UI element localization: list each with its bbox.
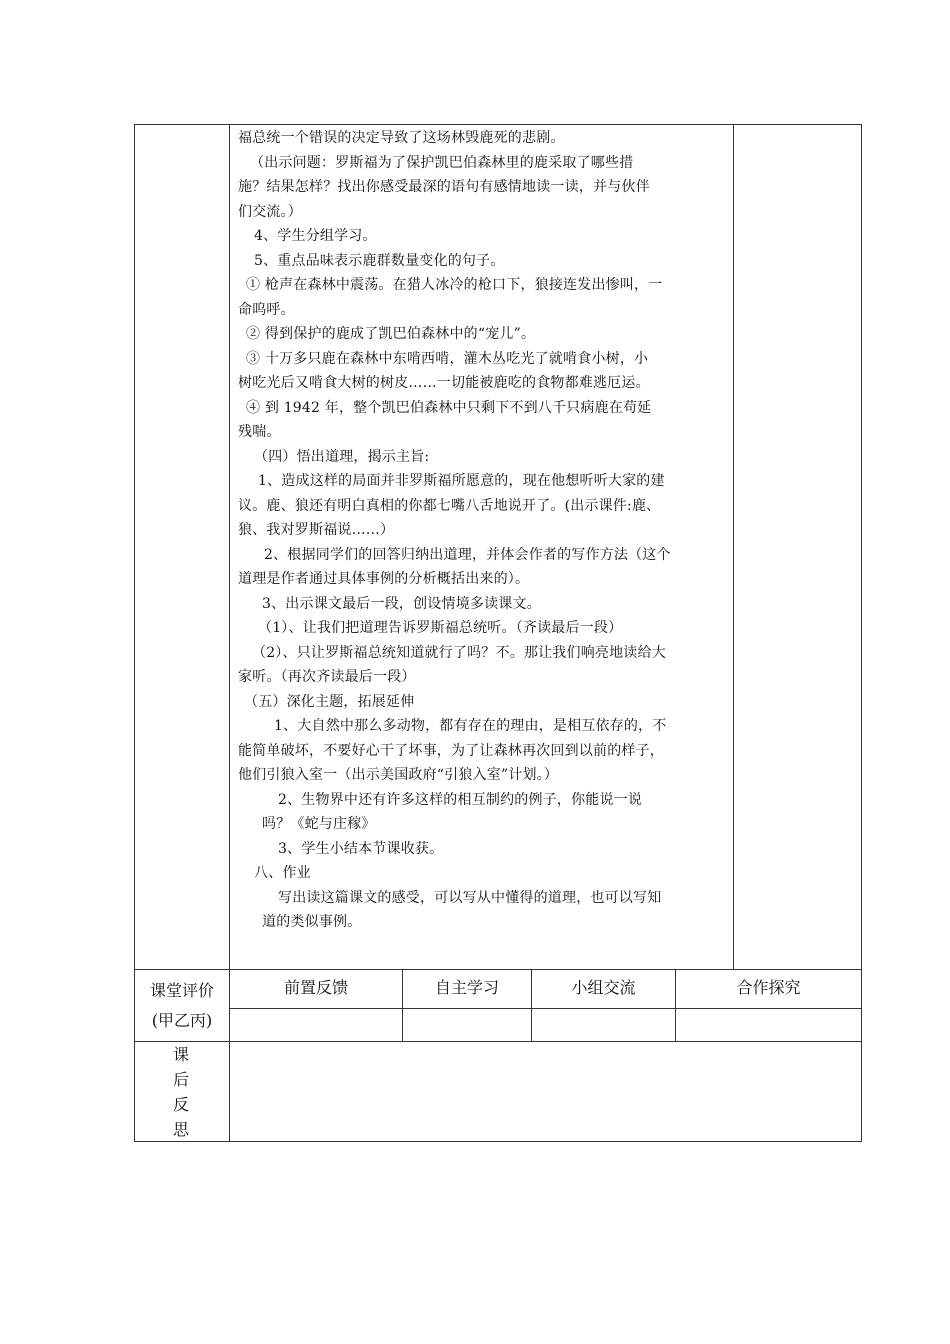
evaluation-label-line1: 课堂评价 [149,980,214,1000]
content-line: （五）深化主题，拓展延伸 [244,693,415,710]
content-line: 2、生物界中还有许多这样的相互制约的例子，你能说一说 [278,791,643,808]
content-line: 4、学生分组学习。 [254,228,377,244]
table-bottom-border [134,1141,862,1142]
row-divider-reflection-top [134,1041,862,1042]
evaluation-label [135,970,229,1041]
lesson-content [238,126,724,935]
content-line: 狼、我对罗斯福说……） [238,522,395,538]
content-line: 家听。（再次齐读最后一段） [238,669,416,685]
content-line: （1）、让我们把道理告诉罗斯福总统听。（齐读最后一段） [258,620,623,636]
reflection-char-1: 课 [172,1045,189,1064]
content-line: ④ 到 1942 年，整个凯巴伯森林中只剩下不到八千只病鹿在苟延 [246,399,652,416]
reflection-char-4: 思 [172,1120,189,1139]
header-self-study: 自主学习 [434,977,499,997]
reflection-char-3: 反 [172,1095,189,1114]
content-line: ② 得到保护的鹿成了凯巴伯森林中的“宠儿”。 [246,326,536,342]
content-line: 们交流。） [238,203,302,220]
content-line: 八、作业 [254,865,311,881]
content-line: 施？结果怎样？找出你感受最深的语句有感情地读一读，并与伙伴 [238,179,650,195]
content-line: 吗？《蛇与庄稼》 [262,816,376,832]
content-line: 福总统一个错误的决定导致了这场林毁鹿死的悲剧。 [238,130,565,146]
content-line: 树吃光后又啃食大树的树皮……一切能被鹿吃的食物都难逃厄运。 [238,375,650,391]
content-line: 3、学生小结本节课收获。 [278,840,444,857]
table-right-border [861,124,862,1141]
table-top-border [134,124,862,125]
content-line: 1、大自然中那么多动物，都有存在的理由，是相互依存的，不 [274,718,667,734]
header-cooperative-inquiry: 合作探究 [736,977,801,997]
content-line: 道的类似事例。 [262,914,362,930]
content-line: 2、根据同学们的回答归纳出道理，并体会作者的写作方法（这个 [264,546,671,563]
evaluation-label-line2: (甲乙丙) [151,1010,213,1030]
content-line: 1、造成这样的局面并非罗斯福所愿意的，现在他想听听大家的建 [258,473,665,489]
header-group-exchange: 小组交流 [571,977,636,997]
content-line: 议。鹿、狼还有明白真相的你都七嘴八舌地说开了。(出示课件:鹿、 [238,497,661,514]
content-line: （2）、只让罗斯福总统知道就行了吗？不。那让我们响亮地读给大 [252,644,666,661]
content-line: 3、出示课文最后一段，创设情境多读课文。 [262,595,541,612]
content-line: 残喘。 [238,424,281,440]
content-line: 道理是作者通过具体事例的分析概括出来的）。 [238,571,530,587]
content-line: 他们引狼入室一（出示美国政府“引狼入室”计划。） [238,767,559,783]
row-divider-evaluation-mid [229,1008,862,1009]
content-line: 命呜呼。 [238,301,295,318]
content-line: （出示问题：罗斯福为了保护凯巴伯森林里的鹿采取了哪些措 [250,154,634,171]
content-line: ③ 十万多只鹿在森林中东啃西啃，灌木丛吃光了就啃食小树，小 [246,350,649,367]
content-line: （四）悟出道理，揭示主旨: [254,448,430,465]
reflection-char-2: 后 [172,1070,189,1089]
column-divider-notes [733,124,734,969]
content-line: 5、重点品味表示鹿群数量变化的句子。 [254,252,505,269]
header-prefeedback: 前置反馈 [283,977,348,997]
content-line: ① 枪声在森林中震荡。在猎人冰冷的枪口下，狼接连发出惨叫，一 [246,277,663,293]
content-line: 能简单破坏，不要好心干了坏事，为了让森林再次回到以前的样子， [238,742,664,759]
content-line: 写出读这篇课文的感受，可以写从中懂得的道理，也可以写知 [278,889,662,906]
reflection-label [150,1042,212,1142]
